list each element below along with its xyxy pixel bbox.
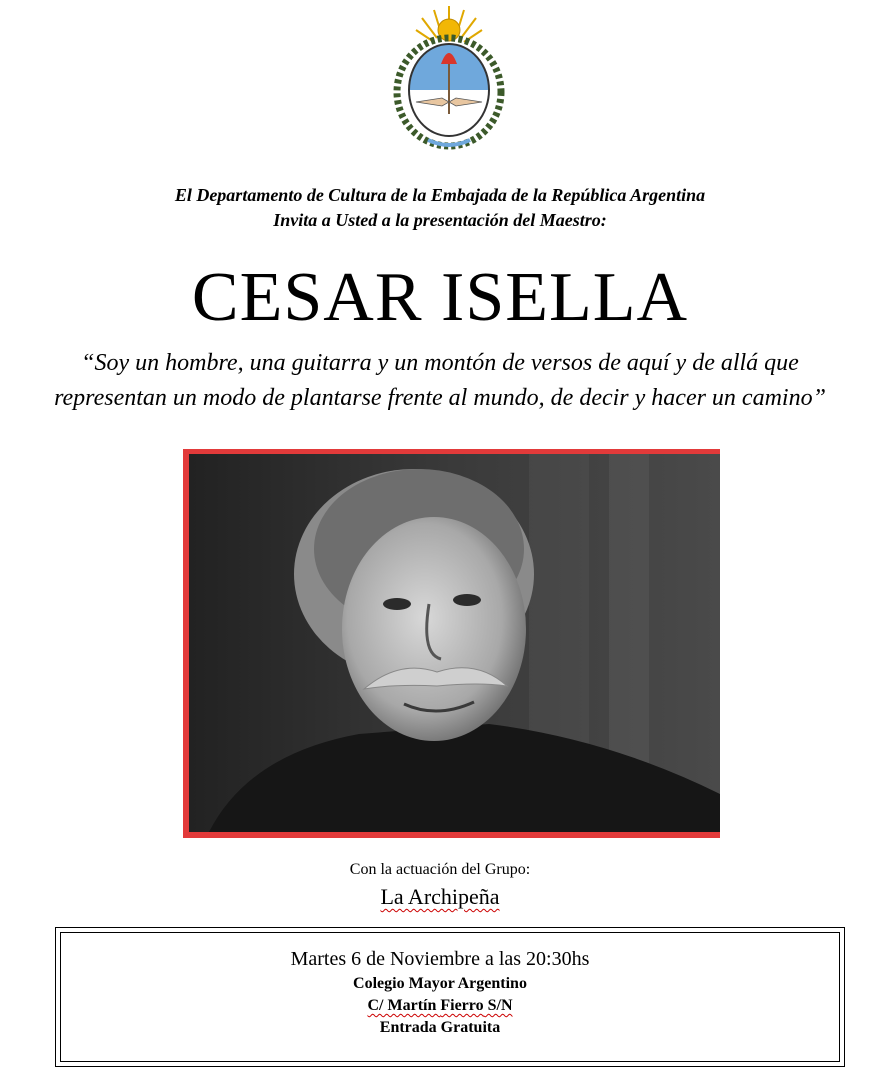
event-venue: Colegio Mayor Argentino — [353, 975, 527, 992]
quote-line-1: “Soy un hombre, una guitarra y un montón de versos de aquí y de allá que — [81, 350, 799, 376]
group-intro: Con la actuación del Grupo: — [349, 861, 531, 878]
invitation-line-2: Invita a Usted a la presentación del Maestro: — [273, 210, 607, 230]
coat-of-arms-icon — [392, 2, 506, 152]
event-entry: Entrada Gratuita — [379, 1019, 501, 1036]
address-street-word: Fierro — [440, 997, 484, 1014]
artist-name: CESAR ISELLA — [191, 259, 689, 336]
group-name-text: La Archipeña — [380, 884, 500, 909]
quote-line-2: representan un modo de plantarse frente al mundo, de decir y hacer un camino” — [54, 385, 826, 411]
artist-photo-frame — [183, 449, 720, 838]
invitation-line-1: El Departamento de Cultura de la Embajada de la República Argentina — [174, 185, 706, 205]
event-address — [0, 995, 880, 1017]
event-date: Martes 6 de Noviembre a las 20:30hs — [290, 948, 590, 970]
address-suffix: S/N — [483, 997, 513, 1014]
group-name — [0, 883, 880, 911]
address-prefix: C/ Martín — [367, 997, 441, 1014]
portrait-photo-icon — [189, 454, 720, 832]
